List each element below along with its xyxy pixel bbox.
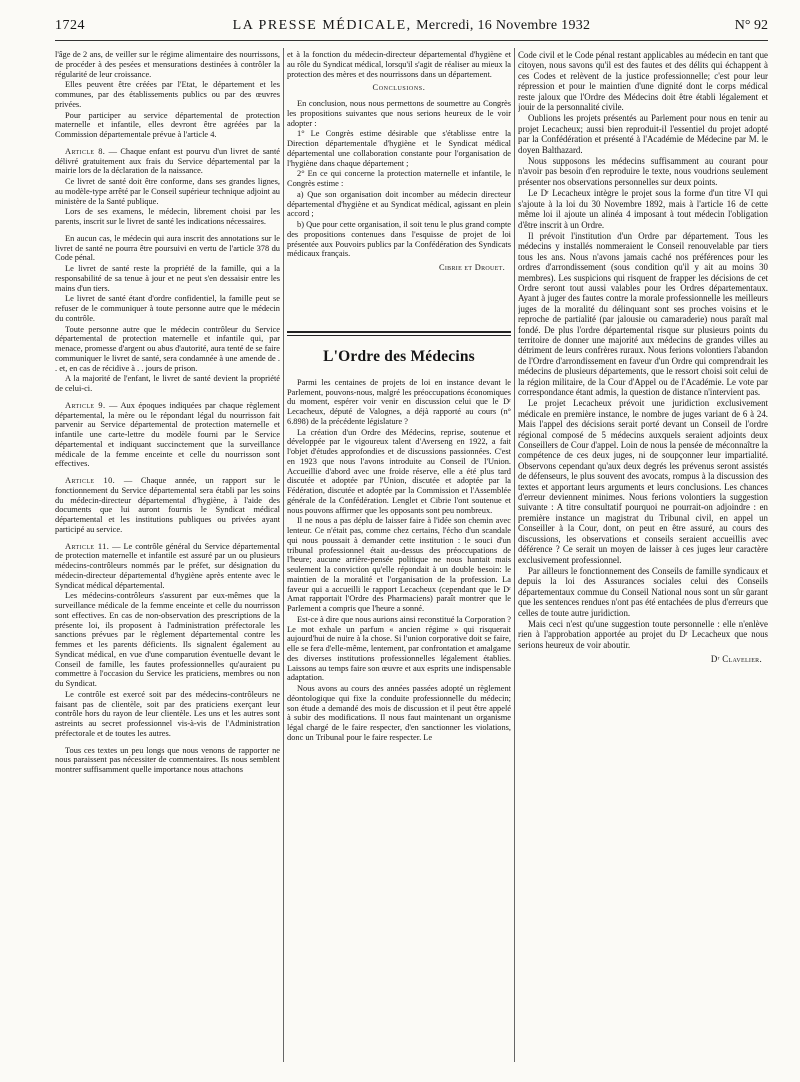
column-right <box>518 50 768 1070</box>
page-number: 1724 <box>55 18 85 33</box>
paragraph-text: Tous ces textes un peu longs que nous venons de rapporter ne nous paraissent pas nécessiter de commentaires. Ils nous semblent montrer suffisamment quelle importance nous attachons <box>55 745 280 774</box>
paragraph <box>518 231 768 398</box>
paragraph <box>55 591 280 689</box>
paragraph-text: Par ailleurs le fonctionnement des Conseils de famille syndicaux et depuis la loi des Assurances sociales celui des Conseils départementaux commue du Conseil National nous sont un sûr garant que les sentences rendues n'ont pas été entachées de plus d'erreurs que celles de toute autre juridiction. <box>518 565 768 618</box>
paragraph <box>55 294 280 323</box>
paragraph <box>287 129 511 168</box>
intro-continuation <box>287 50 511 79</box>
paragraph <box>55 325 280 374</box>
paragraph <box>55 690 280 739</box>
paragraph <box>55 207 280 227</box>
paragraph-text: Code civil et le Code pénal restant applicables au médecin en tant que citoyen, nous savons qu'il est des fautes et des délits qui échappent à ces Codes et relèvent de la justice professionnelle; c'est pour leur répression et pour le maintien d'une dignité dont le corps médical reste jaloux que l'Ordre des Médecins doit être établi légalement et jouir de la personnalité civile. <box>518 50 768 113</box>
section-separator <box>287 331 511 336</box>
paragraph <box>287 378 511 427</box>
paragraph <box>518 398 768 565</box>
paragraph-text: 1° Le Congrès estime désirable que s'établisse entre la Direction départementale d'hygiène et le Syndicat médical départemental une collaboration constante pour l'organisation de l'hygiène dans chaque département ; <box>287 129 511 168</box>
paragraph <box>287 190 511 219</box>
paragraph <box>55 111 280 140</box>
paragraph-text: Elles peuvent être créées par l'Etat, le département et les communes, par des établissements publics ou par des œuvres privées. <box>55 80 280 109</box>
column-left <box>55 50 280 1070</box>
issue-number: N° 92 <box>734 18 768 33</box>
paragraph-text: Les médecins-contrôleurs s'assurent par eux-mêmes que la surveillance médicale de la femme enceinte et celle du nourrisson sont effectives. En cas de non-observation des prescriptions de la présente loi, ils proposent à l'administration préfectorale les sanctions prévues par le règlement départemental contre les femmes et les parents déficients. Ils signalent également au Syndicat médical, en vue d'une comparution éventuelle devant le Conseil de famille, les fautes professionnelles qu'auraient pu commettre à l'occasion du Service les praticiens, membres ou non du Syndicat. <box>55 591 280 688</box>
article-label: Article 11. <box>65 541 110 551</box>
paragraph-text: Il prévoit l'institution d'un Ordre par département. Tous les médecins y installés nommeraient le Conseil renouvelable par tiers tous les ans. Nous n'avons jamais caché nos préférences pour les ordres d'arrondissement (sous condition qu'il y ait au moins 30 membres). Les suspicions qui risquent de frapper les décisions de cet Ordre seront tout aussi valables pour les Ordres départementaux. Ayant à juger des fautes contre la morale professionnelle les meilleurs juges de la moralité du délinquant sont ses proches voisins et le reproche de partialité (par jalousie ou camaraderie) nous paraît mal fondé. De plus l'ordre départemental risque sur plusieurs points du territoire de donner une majorité aux médecins de grandes villes au détriment de leurs confrères ruraux. Nous ferions volontiers l'abandon de l'Ordre d'arrondissement en faveur d'un Ordre qui comprendrait les médecins de plusieurs départements, que le ressort choisi soit celui de la région militaire, de la Cour d'Appel ou de l'Académie. Le vote par correspondance étant admis, la question de distance n'intervient pas. <box>518 230 768 397</box>
conclusions-heading: Conclusions. <box>372 83 426 93</box>
paragraph-text: Toute personne autre que le médecin contrôleur du Service départemental de protection maternelle et infantile qui, par menace, promesse d'argent ou abus d'autorité, aura tenté de se faire communiquer le livret de santé, sera condamnée à une amende de . . et, en cas de récidive à . . jours de prison. <box>55 324 280 373</box>
paragraph-text: Ce livret de santé doit être conforme, dans ses grandes lignes, au modèle-type arrêté par le Conseil supérieur technique adjoint au ministère de la Santé publique. <box>55 177 280 206</box>
paragraph <box>518 188 768 230</box>
column-middle <box>287 50 511 1058</box>
paragraph <box>518 113 768 155</box>
paragraph-text: Pour participer au service départemental de protection maternelle et infantile, elles devront être agréées par la Commission départementale prévue à l'article 4. <box>55 110 280 139</box>
article-body-start <box>287 378 511 1058</box>
conclusions-text <box>287 99 511 259</box>
paragraph-text: — Chaque année, un rapport sur le fonctionnement du Service départemental sera établi par les soins du médecin-directeur départemental d'hygiène, à l'aide des documents que lui auront fournis le Syndicat médical départemental et les institutions publiques ou privées ayant participé au service. <box>55 476 280 534</box>
signature-clavelier: Dʳ Clavelier. <box>710 654 762 665</box>
paragraph <box>55 542 280 591</box>
paragraph-text: b) Que pour cette organisation, il soit tenu le plus grand compte des propositions contenues dans l'esquisse de projet de loi présentée aux Pouvoirs publics par la Confédération des Syndicats médicaux français. <box>287 220 511 259</box>
paragraph <box>55 401 280 469</box>
paragraph <box>287 684 511 743</box>
paragraph <box>287 516 511 614</box>
paragraph-text: Le Dʳ Lecacheux intègre le projet sous la forme d'un titre VI qui s'ajoute à la loi du 30 Novembre 1892, mais à l'article 16 de cette même loi il ajoute un alinéa 4 imposant à tout médecin l'obligation d'être inscrit à un Ordre. <box>518 188 768 230</box>
paragraph-text: Mais ceci n'est qu'une suggestion toute personnelle : elle n'enlève rien à l'approbation apportée au projet du Dʳ Lecacheux que nous serions heureux de voir aboutir. <box>518 618 768 650</box>
paragraph-text: En aucun cas, le médecin qui aura inscrit des annotations sur le livret de santé ne pourra être poursuivi en vertu de l'article 378 du Code pénal. <box>55 233 280 263</box>
paragraph-text: a) Que son organisation doit incomber au médecin directeur départemental d'hygiène et au Syndicat médical, agissant en plein accord ; <box>287 189 511 219</box>
paragraph-text: Il ne nous a pas déplu de laisser faire à l'idée son chemin avec lenteur. Ce n'était pas, comme chez certains, l'écho d'un scandale qui nous poussait à demander cette institution : le souci d'un tribunal professionnel était au-dessus des préoccupations de l'heure; aucune arrière-pensée politique ne nous hantait mais seulement la conviction qu'elle répondait à un double besoin: le maintien de la moralité et l'organisation de la profession. La faveur qui a accueilli le rapport Lecacheux (cependant que le Dʳ Amat rapportait l'Ordre des Pharmaciens) paraît montrer que le Parlement a compris que l'heure a sonné. <box>287 516 511 614</box>
paragraph <box>55 234 280 263</box>
paragraph-text: En conclusion, nous nous permettons de soumettre au Congrès les propositions suivantes que nous serions heureux de le voir adopter : <box>287 99 511 128</box>
paragraph-text: l'âge de 2 ans, de veiller sur le régime alimentaire des nourrissons, de procéder à des pesées et mensurations destinées à contrôler la régularité de leur croissance. <box>55 50 280 79</box>
paragraph <box>518 156 768 187</box>
paragraph <box>287 615 511 683</box>
paragraph <box>518 50 768 112</box>
paragraph <box>287 169 511 189</box>
paragraph <box>518 566 768 618</box>
paragraph <box>55 50 280 79</box>
paragraph-text: Le livret de santé reste la propriété de la famille, qui a la responsabilité de sa tenue à jour et ne peut s'en dessaisir entre les mains d'un tiers. <box>55 264 280 293</box>
paragraph <box>55 746 280 775</box>
paragraph <box>55 374 280 394</box>
paragraph-text: La création d'un Ordre des Médecins, reprise, soutenue et développée par le vigoureux talent d'Averseng en 1922, a fait l'objet d'études approfondies et de discussions passionnées. C'est en 1923 que nous l'avons introduite au Conseil de l'Union. Accueillie d'abord avec une froide réserve, elle a été plus tard discutée et adoptée par l'Union, discutée et adoptée par la Fédération, discutée et adoptée par la Commission et l'Assemblée générale de la Confédération. Lenglet et Cibrie l'ont soutenue et nous pouvons affirmer que les opposants sont peu nombreux. <box>287 427 511 515</box>
paragraph <box>55 147 280 176</box>
paragraph <box>518 619 768 650</box>
journal-name: LA PRESSE MÉDICALE, <box>232 18 412 33</box>
page-header <box>55 18 768 41</box>
paragraph-text: Nous avons au cours des années passées adopté un règlement déontologique qui fixe la conduite professionnelle du médecin; son étude a demandé des mois de discussion et il peut être appelé à subir des modifications. Il nous faut maintenant un organisme légal chargé de le faire respecter, d'en sanctionner les violations, donc un Tribunal pour le faire respecter. Le <box>287 684 511 742</box>
paragraph-text: Oublions les projets présentés au Parlement pour nous en tenir au projet Lecacheux; aussi bien reproduit-il l'essentiel du projet adopté par la Confédération et présenté à l'Académie de Médecine par M. le doyen Balthazard. <box>518 113 768 155</box>
paragraph <box>287 428 511 516</box>
article-label: Article 9. <box>65 400 106 410</box>
article-label: Article 8. <box>65 146 106 156</box>
column-divider-left <box>283 48 284 1062</box>
paragraph-text: Est-ce à dire que nous aurions ainsi reconstitué la Corporation ? Le mot exhale un parfum « ancien régime » qui risquerait aujourd'hui de nuire à la chose. Si l'union corporative doit se faire, elle se fera d'elle-même, lentement, par confrontation et amalgame des diverses institutions professionnelles légalement établies. Laissons au temps faire son œuvre et aux esprits une indispensable adaptation. <box>287 614 511 683</box>
journal-title-line <box>55 18 768 34</box>
paragraph <box>287 99 511 128</box>
paragraph-text: et à la fonction du médecin-directeur départemental d'hygiène et au rôle du Syndicat médical, lorsqu'il s'agit de réaliser au mieux la protection des mères et des nourrissons dans un département. <box>287 50 511 79</box>
paragraph-text: Le livret de santé étant d'ordre confidentiel, la famille peut se refuser de le communiquer à toute personne autre que le médecin du contrôle. <box>55 294 280 323</box>
paragraph <box>55 264 280 293</box>
paragraph-text: — Le contrôle général du Service départemental de protection maternelle et infantile est assuré par un ou plusieurs médecins-contrôleurs nommés par le préfet, sur désignation du médecin-directeur départemental d'hygiène après entente avec le Syndicat médical départemental. <box>55 541 280 590</box>
paragraph <box>55 476 280 535</box>
paragraph-text: 2° En ce qui concerne la protection maternelle et infantile, le Congrès estime : <box>287 169 511 188</box>
paragraph-text: — Chaque enfant est pourvu d'un livret de santé délivré gratuitement aux frais du Service départemental par la mairie lors de la déclaration de la naissance. <box>55 146 280 176</box>
issue-date: Mercredi, 16 Novembre 1932 <box>416 18 591 33</box>
paragraph-text: A la majorité de l'enfant, le livret de santé devient la propriété de celui-ci. <box>55 374 280 393</box>
paragraph <box>287 220 511 259</box>
paragraph <box>55 80 280 109</box>
signature-cibrie-drouet: Cibrie et Drouet. <box>438 263 505 272</box>
article-body-continued <box>518 50 768 650</box>
paragraph <box>287 50 511 79</box>
paragraph-text: Le contrôle est exercé soit par des médecins-contrôleurs ne faisant pas de clientèle, soit par des praticiens exerçant leur contrôle hors du rayon de leur clientèle. Les uns et les autres sont astreints au secret professionnel vis-à-vis de l'Administration préfectorale et de toutes les autres. <box>55 689 280 738</box>
article-title: L'Ordre des Médecins <box>323 348 475 365</box>
paragraph-text: Parmi les centaines de projets de loi en instance devant le Parlement, pouvons-nous, malgré les préoccupations économiques du moment, espérer voir venir en discussion celui que le Dʳ Lecacheux, député de Valognes, a déjà rapporté au cours (n° 6.898) de la précédente législature ? <box>287 377 511 426</box>
paragraph <box>55 177 280 206</box>
article-label: Article 10. <box>65 476 116 485</box>
paragraph-text: Le projet Lecacheux prévoit une juridiction exclusivement médicale en première instance, le nombre de juges variant de 6 à 24. Mais l'appel des décisions serait porté devant un Conseil de l'ordre régional composé de 5 médecins auxquels seraient adjoints deux Conseillers de Cour d'appel. Loin de nous la pensée de méconnaître la compétence de ces deux juges, ni de soupçonner leur impartialité. Observons cependant qu'aux deux degrés les prévenus seront assistés de défenseurs, le plus souvent des avocats, rompus à la discussion des textes et apportant leurs arguments et leurs conclusions. Les chances d'erreur deviennent minimes. Nous ferions volontiers la suggestion suivante : A titre consultatif pourquoi ne pourrait-on adjoindre : en première instance un magistrat du Tribunal civil, en appel un Conseiller à la Cour, dont, on peut en être assuré, au cours des discussions, les observations et conseils seraient accueillis avec déférence ? Ce serait un moyen de laisser à ces juges leur caractère exclusivement professionnel. <box>518 398 768 565</box>
paragraph-text: — Aux époques indiquées par chaque règlement départemental, la mère ou le répondant légal du nourrisson fait parvenir au Service départemental de protection maternelle et infantile une carte-lettre du modèle fourni par le Service départemental et indiquant succinctement que la surveillance médicale de la femme enceinte et celle du nourrisson sont effectives. <box>55 400 280 469</box>
column-divider-right <box>514 48 515 1062</box>
paragraph-text: Lors de ses examens, le médecin, librement choisi par les parents, inscrit sur le livret de santé les indications nécessaires. <box>55 207 280 226</box>
paragraph-text: Nous supposons les médecins suffisamment au courant pour n'avoir pas besoin d'en reproduire le texte, nous voudrions seulement présenter nos observations personnelles sur deux points. <box>518 156 768 187</box>
